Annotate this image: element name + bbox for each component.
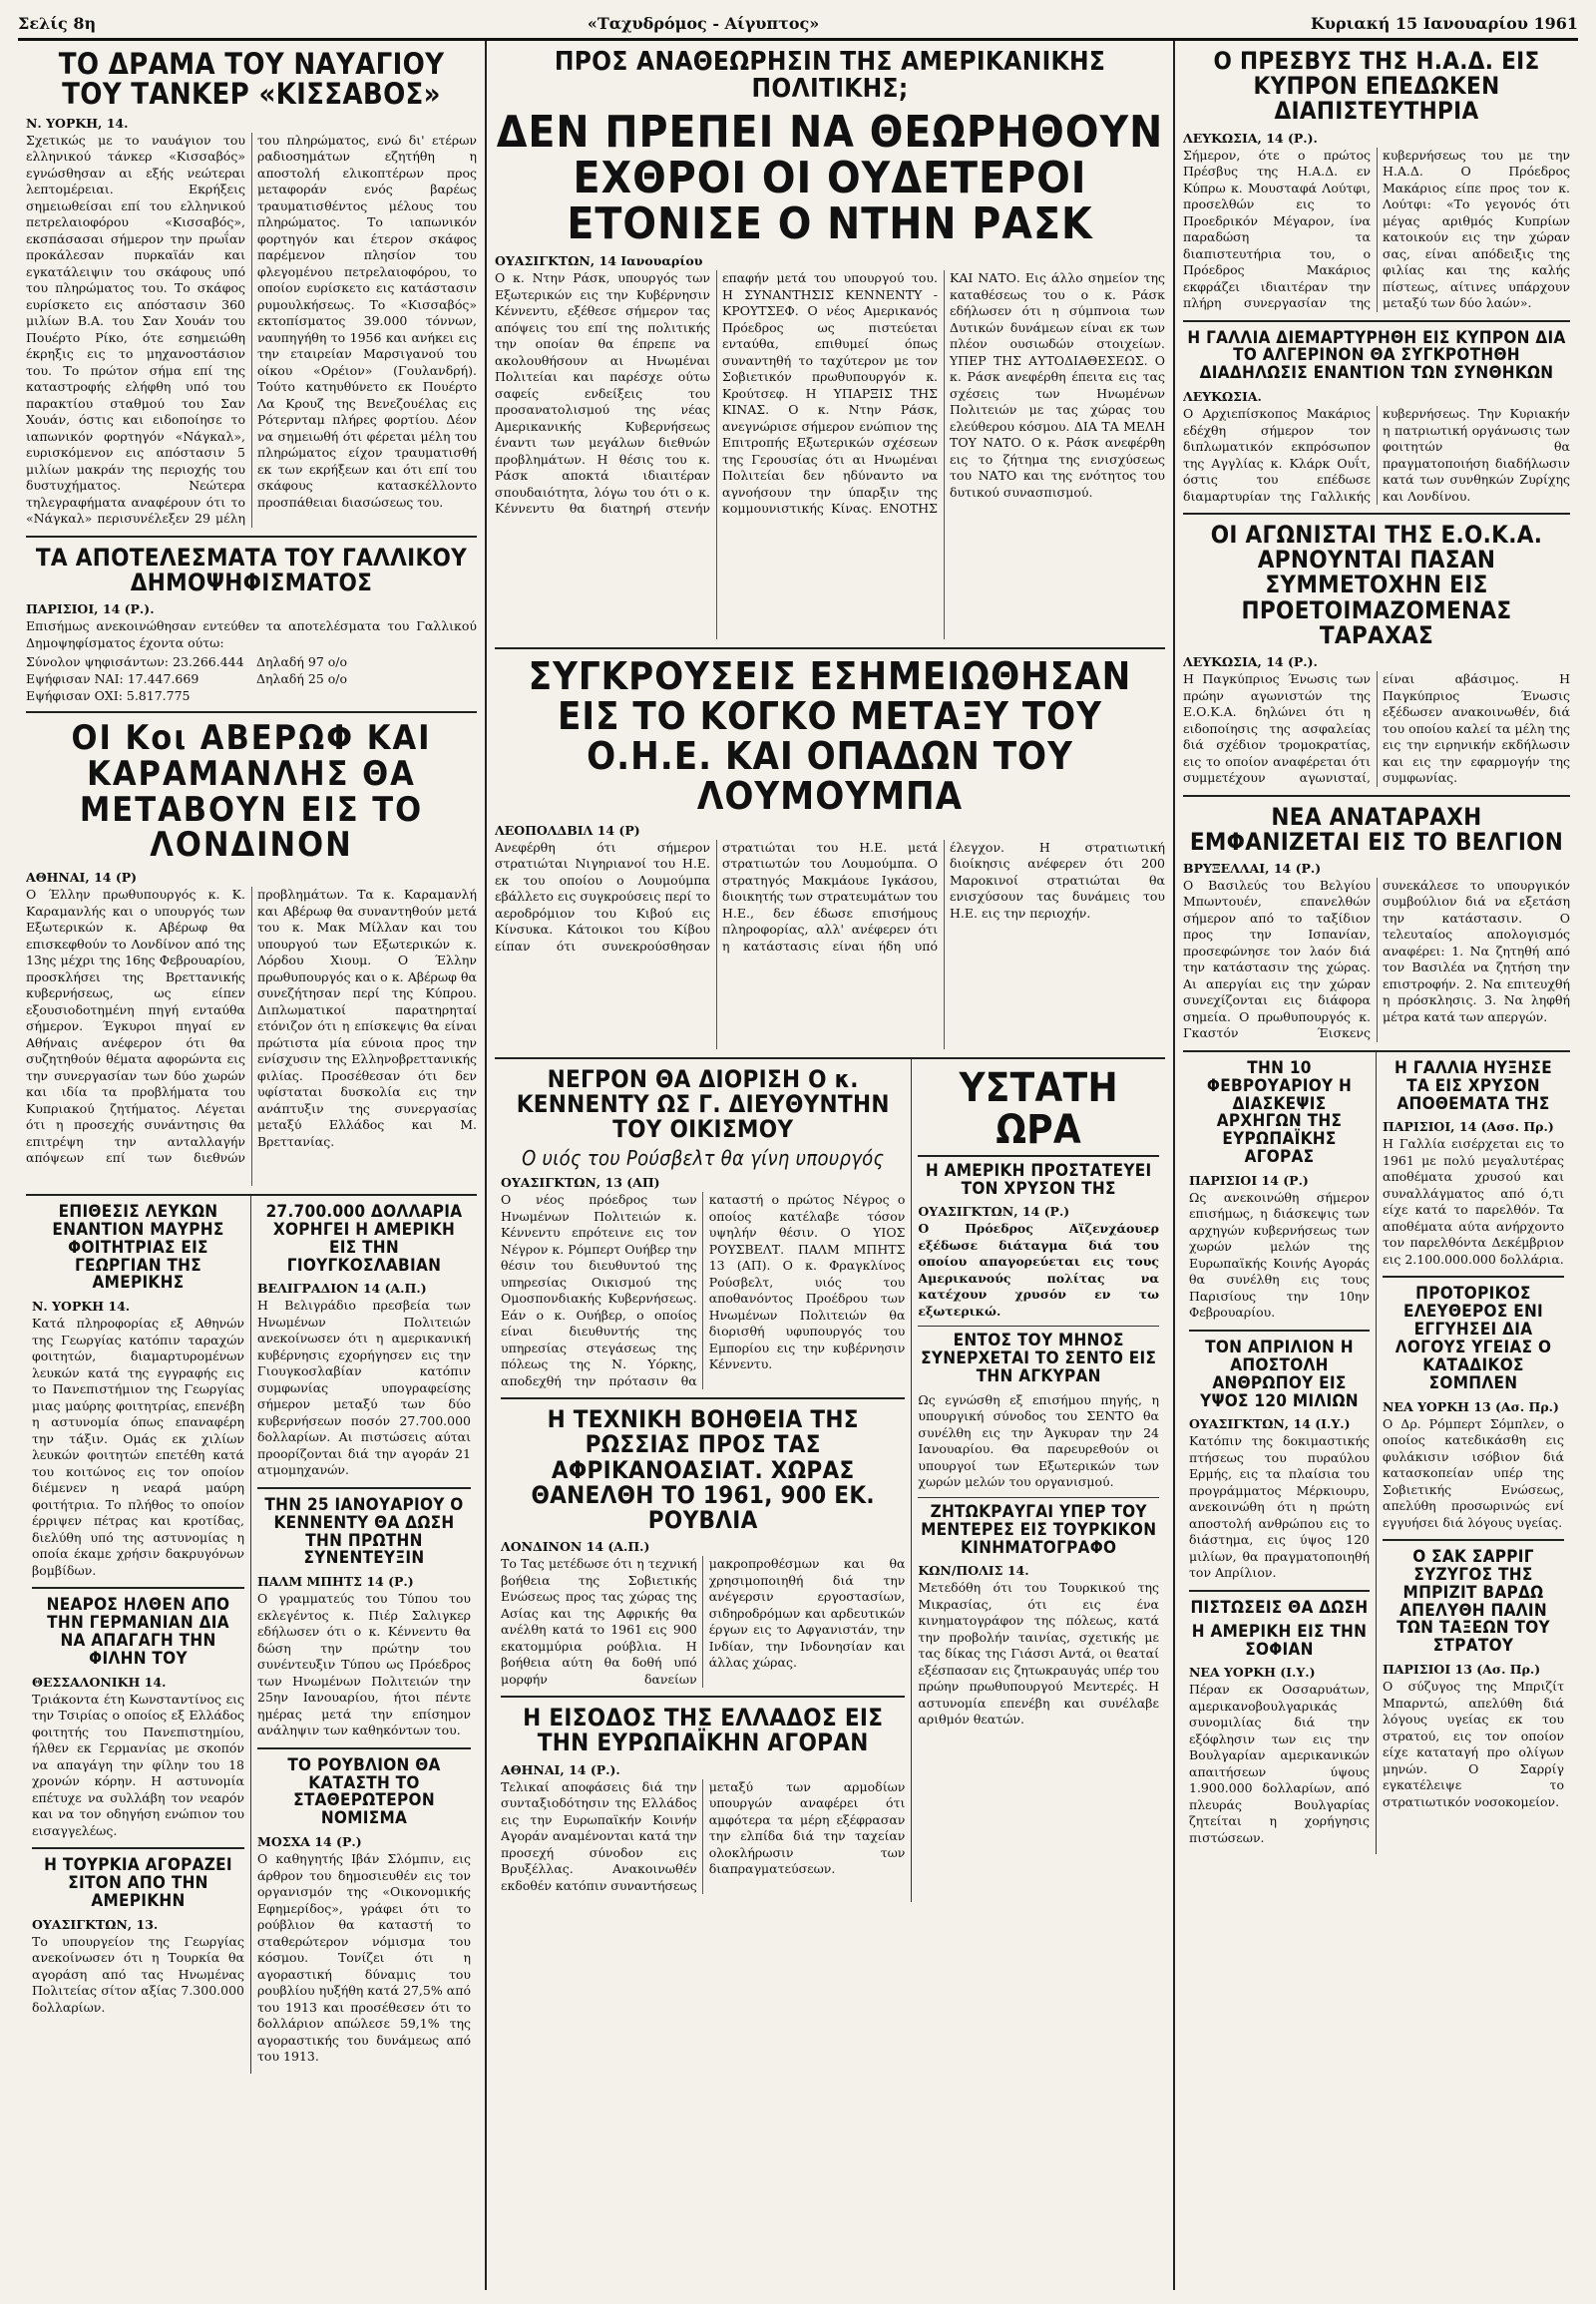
article-body: Κατόπιν της δοκιμαστικής πτήσεως του πυραύλου Ερμής, εις τα πλαίσια του προγράμματος Μέρκιουρυ, ανεκοινώθη ότι η πρώτη αποστολή ανθρώπου εις το διάστημα, εις ύψος 120 μιλίων, θα πραγματοποιηθή τον Απρίλιον. [1189,1433,1370,1581]
dateline: ΛΕΥΚΩΣΙΑ, 14 (Ρ.). [1183,130,1318,146]
article-young-man [32,1589,244,1849]
newspaper-name: «Ταχυδρόμος - Αίγυπτος» [587,13,820,33]
dateline: ΛΟΝΔΙΝΟΝ 14 (Α.Π.) [501,1539,650,1555]
article-soblen [1383,1278,1564,1541]
headline: ΤΑ ΑΠΟΤΕΛΕΣΜΑΤΑ ΤΟΥ ΓΑΛΛΙΚΟΥ ΔΗΜΟΨΗΦΙΣΜΑΤΟΣ [35,543,468,597]
subcolumn-right [251,1196,477,2074]
two-column-block [495,1059,1165,1902]
article-tanker [26,41,477,538]
result-no: Εψήφισαν ΟΧΙ: 5.817.775 [26,688,191,704]
article-body: Επισήμως ανεκοινώθησαν εντεύθεν τα αποτελέσματα του Γαλλικού Δημοψηφίσματος έχοντα ούτω: [26,618,477,650]
article-body: Ο σύζυγος της Μπριζίτ Μπαρντώ, απελύθη διά λόγους υγείας εκ του στρατού, εις τον οποίον είχε καταταγή προ ολίγων μηνών. Ο Σαρρίγ εγκατέλειψε το στρατιωτικόν νοσοκομείον. [1383,1679,1564,1809]
kicker: ΠΡΟΣ ΑΝΑΘΕΩΡΗΣΙΝ ΤΗΣ ΑΜΕΡΙΚΑΝΙΚΗΣ ΠΟΛΙΤΙΚΗΣ; [554,47,1106,105]
dateline: ΟΥΑΣΙΓΚΤΩΝ, 14 Ιανουαρίου [495,253,703,269]
headline: ΤΟ ΔΡΑΜΑ ΤΟΥ ΝΑΥΑΓΙΟΥ ΤΟΥ ΤΑΝΚΕΡ «ΚΙΣΣΑΒΟΣ» [58,47,445,112]
results-table [26,654,477,703]
divider [918,1497,1159,1498]
dateline: Ν. ΥΟΡΚΗ, 14. [26,115,129,131]
dateline: ΛΕΟΠΟΛΔΒΙΛ 14 (Ρ) [495,822,640,838]
headline: ΤΟΝ ΑΠΡΙΛΙΟΝ Η ΑΠΟΣΤΟΛΗ ΑΝΘΡΩΠΟΥ ΕΙΣ ΥΨΟΣ 120 ΜΙΛΙΩΝ [1200,1337,1359,1411]
article-body: Κατά πληροφορίας εξ Αθηνών της Γεωργίας κατόπιν ταραχών φοιτητών, διαμαρτυρομένων λευκών κατά της εγγραφής εις το Πανεπιστήμιον της Γεωργίας μιας μαύρης φοιτητρίας, επενέβη η αστυνομία όπως επαναφέρη την τάξιν. Ομάς εκ χιλίων λευκών φοιτητών επετέθη κατά του κοιτώνος εις τον οποίον διέμενεν η νεαρά μαύρη φοιτήτρια. Το πλήθος το οποίον έρριψεν πέτρας και κροτίδας, διελύθη υπό της αστυνομίας η οποία έκαμε χρήσιν δακρυγόνων βομβίδων. [32,1316,244,1578]
article-kennedy-press [257,1489,471,1749]
article-body: Ως εγνώσθη εξ επισήμου πηγής, η υπουργική σύνοδος του ΣΕΝΤΟ θα συνέλθη εις την Άγκυραν την 24 Ιανουαρίου. Θα παρευρεθούν οι υπουργοί των Εξωτερικών των χωρών μελών του οργανισμού. [918,1391,1159,1490]
dateline: ΟΥΑΣΙΓΚΤΩΝ, 13 (ΑΠ) [501,1175,660,1191]
issue-date: Κυριακή 15 Ιανουαρίου 1961 [1311,13,1578,33]
two-column-block [1183,1052,1570,1854]
dateline: ΛΕΥΚΩΣΙΑ. [1183,389,1262,405]
section-title: ΥΣΤΑΤΗ ΩΡΑ [918,1067,1159,1157]
article-body: Ο Έλλην πρωθυπουργός κ. Κ. Καραμανλής και ο υπουργός των Εξωτερικών κ. Αβέρωφ θα επισκεφθούν το Λονδίνον από της 13ης μέχρι της 16ης Φεβρουαρίου, προσκλήσει της Βρεττανικής κυβερνήσεως, ως είπεν εξουσιοδοτημένη πηγή ενταύθα σήμερον. Έγκυροι πηγαί εν Αθήναις ανέφερον ότι θα συζητηθούν θέματα αφορώντα εις την συνεργασίαν των δύο χωρών και ιδία τα προβλήματα του Κυπριακού ζητήματος. Λέγεται ότι η προσεχής συνάντησις θα επιτρέψη την ανταλλαγήν απόψεων επί των διεθνών προβλημάτων. Τα κ. Καραμανλή και Αβέρωφ θα συναντηθούν μετά του κ. Μακ Μίλλαν και του υπουργού των Εξωτερικών κ. Λόρδου Χιουμ. Ο Έλλην πρωθυπουργός και ο κ. Αβέρωφ θα συνεζήτησαν περί της Κύπρου. Διπλωματικοί παρατηρηταί ετόνιζον ότι η επίσκεψις θα είναι πρώτιστα μία εύνοια προς την ενίσχυσιν της Ελληνοβρεττανικής φιλίας. Προσέθεσαν ότι δεν υφίσταται δυσκολία εις την ανάπτυξιν της συνεργασίας μεταξύ Ελλάδος και Μ. Βρεττανίας. [26,887,477,1165]
article-france-protest [1183,322,1570,516]
dateline: ΝΕΑ ΥΟΡΚΗ 13 (Ασ. Πρ.) [1383,1398,1559,1414]
headline: ΟΙ ΑΓΩΝΙΣΤΑΙ ΤΗΣ Ε.Ο.Κ.Α. ΑΡΝΟΥΝΤΑΙ ΠΑΣΑΝ ΣΥΜΜΕΤΟΧΗΝ ΕΙΣ ΠΡΟΕΤΟΙΜΑΖΟΜΕΝΑΣ ΤΑΡΑΧΑΣ [1210,521,1543,649]
columns [18,41,1578,2290]
result-total: Σύνολον ψηφισάντων: 23.266.444 [26,654,244,670]
article-body: Η Βελιγράδιο πρεσβεία των Ηνωμένων Πολιτειών ανεκοίνωσεν ότι η αμερικανική κυβέρνησις εχορήγησεν εις την Γιουγκοσλαβίαν κατόπιν συμφωνίας υπογραφείσης σήμερον μεταξύ των δύο κυβερνήσεων ποσόν 27.700.000 δολλαρίων. Αι πιστώσεις αύται προορίζονται διά την αγοράν 21 ατμομηχανών. [257,1298,471,1478]
headline: Η ΓΑΛΛΙΑ ΔΙΕΜΑΡΤΥΡΗΘΗ ΕΙΣ ΚΥΠΡΟΝ ΔΙΑ ΤΟ ΑΛΓΕΡΙΝΟΝ ΘΑ ΣΥΓΚΡΟΤΗΘΗ ΔΙΑΔΗΛΩΣΙΣ ΕΝΑΝΤΙΟΝ ΤΩΝ ΣΥΝΘΗΚΩΝ [1187,327,1566,384]
kicker: ΠΙΣΤΩΣΕΙΣ ΘΑ ΔΩΣΗ [1190,1597,1369,1618]
dateline: ΟΥΑΣΙΓΚΤΩΝ, 14 (Ι.Υ.) [1189,1416,1351,1432]
headline: ΝΕΑΡΟΣ ΗΛΘΕΝ ΑΠΟ ΤΗΝ ΓΕΡΜΑΝΙΑΝ ΔΙΑ ΝΑ ΑΠΑΓΑΓΗ ΤΗΝ ΦΙΛΗΝ ΤΟΥ [46,1595,230,1669]
article-body: Μετεδόθη ότι του Τουρκικού της Μικρασίας, ότι εις ένα κινηματογράφον της πόλεως, κατά την προβολήν ταινίας, σχετικής με τας δίκας της Γιάσσι Αντά, οι θεαταί εξέσπασαν εις ζητωκραυγάς υπέρ του πρώην πρωθυπουργού Μεντερές. Η αστυνομία επενέβη και συνέλαβε αριθμόν θεατών. [918,1580,1159,1728]
article-eoka [1183,515,1570,796]
article-negro-appointment [501,1059,905,1400]
article-body: Ως ανεκοινώθη σήμερον επισήμως, η διάσκεψις των αρχηγών κυβερνήσεως των χωρών μελών της Ευρωπαϊκής Κοινής Αγοράς θα συνέλθη εις τους Παρισίους την 10ην Φεβρουαρίου. [1189,1189,1370,1321]
article-body: Ο Πρόεδρος Αϊζενχάουερ εξέδωσε διάταγμα διά του οποίου απαγορεύεται εις τους Αμερικανούς πολίτας να κατέχουν χρυσόν εν τω εξωτερικώ. [918,1221,1159,1319]
subheadline: Ο υιός του Ρούσβελτ θα γίνη υπουργός [522,1146,885,1171]
article-belgium [1183,797,1570,1052]
article-space-mission [1189,1332,1370,1592]
dateline: ΠΑΡΙΣΙΟΙ, 14 (Ρ.). [26,601,155,617]
subcolumn-left [26,1196,251,2074]
article-european-summit [1189,1052,1370,1332]
headline: Η ΕΙΣΟΔΟΣ ΤΗΣ ΕΛΛΑΔΟΣ ΕΙΣ ΤΗΝ ΕΥΡΩΠΑΪΚΗΝ ΑΓΟΡΑΝ [523,1704,884,1757]
subcolumn-right [1377,1052,1570,1854]
article-body: Ο κ. Ντην Ράσκ, υπουργός των Εξωτερικών εις την Κυβέρνησιν Κέννεντυ, εξέθεσε σήμερον τας απόψεις του επί της πολιτικής την οποίαν θα έπρεπε να ακολουθήσουν αι Ηνωμέναι Πολιτείαι και παρέσχε ούτω σαφείς ενδείξεις του προσανατολισμού της νέας Αμερικανικής Κυβερνήσεως έναντι των μεγάλων διεθνών προβλημάτων. Η θέσις του κ. Ράσκ αποκτά ιδιαιτέραν σπουδαιότητα, λόγω του ότι ο κ. Κέννεντυ θα διατηρή στενήν επαφήν μετά του υπουργού του. Η ΣΥΝΑΝΤΗΣΙΣ ΚΕΝΝΕΝΤΥ - ΚΡΟΥΤΣΕΦ. Ο νέος Αμερικανός Πρόεδρος ως πιστεύεται ενταύθα, επιθυμεί όπως συναντηθή το ταχύτερον με τον Σοβιετικόν πρωθυπουργόν κ. Κρούτσεφ. Η ΥΠΑΡΞΙΣ ΤΗΣ ΚΙΝΑΣ. Ο κ. Ντην Ράσκ, ανεγνώρισε σήμερον ενώπιον της Επιτροπής Εξωτερικών σχέσεων της Γερουσίας ότι αι Ηνωμέναι Πολιτείαι δεν ηδύναντο να αγνοήσουν την ύπαρξιν της κομμουνιστικής Κίνας. ΕΝΟΤΗΣ ΚΑΙ ΝΑΤΟ. Εις άλλο σημείον της καταθέσεως του ο κ. Ράσκ εδήλωσεν ότι η σύμπνοια των Δυτικών δυνάμεων είναι εκ των πλέον ουσιωδών στοιχείων. ΥΠΕΡ ΤΗΣ ΑΥΤΟΔΙΑΘΕΣΕΩΣ. Ο κ. Ράσκ ανεφέρθη έπειτα εις τας σχέσεις των Ηνωμένων Πολιτειών με τας χώρας του ελεύθερου κόσμου. ΔΙΑ ΤΑ ΜΕΛΗ ΤΟΥ ΝΑΤΟ. Ο κ. Ράσκ ανεφέρθη εις το ζήτημα της ενισχύσεως του ΝΑΤΟ και της ενότητος του δυτικού συνασπισμού. [495,270,1165,517]
article-body: Η Γαλλία εισέρχεται εις το 1961 με πολύ μεγαλυτέρας αποθέματα χρυσού και συναλλάγματος από ό,τι είχε κατά το παρελθόν. Τα αποθέματα αύτα ανήρχοντο τον παρελθόντα Δεκέμβριον εις 2.100.000.000 δολλάρια. [1383,1136,1564,1267]
subcolumn-left [495,1059,912,1902]
article-body: Το υπουργείον της Γεωργίας ανεκοίνωσεν ότι η Τουρκία θα αγοράση από τας Ηνωμένας Πολιτείας σίτον αξίας 7.300.000 δολλαρίων. [32,1933,244,2015]
article-georgia [32,1196,244,1589]
article-body: Η Παγκύπριος Ένωσις των πρώην αγωνιστών της Ε.Ο.Κ.Α. δηλώνει ότι η ειδοποίησις της ασφαλείας διά σχέδιον τρομοκρατίας, εις το οποίον αναφέρεται ότι συμμετέχουν αγωνισταί, είναι αβάσιμος. Η Παγκύπριος Ένωσις εξέδωσεν ανακοινωθέν, διά του οποίου καλεί τα μέλη της εις την ειρηνικήν εκδήλωσιν και εις την εφαρμογήν της συμφωνίας. [1183,671,1570,786]
headline: Η ΑΜΕΡΙΚΗ ΕΙΣ ΤΗΝ ΣΟΦΙΑΝ [1191,1621,1368,1660]
article-referendum [26,538,477,713]
dateline: ΛΕΥΚΩΣΙΑ, 14 (Ρ.). [1183,654,1318,670]
subcolumn-left [1183,1052,1377,1854]
headline: ΤΗΝ 10 ΦΕΒΡΟΥΑΡΙΟΥ Η ΔΙΑΣΚΕΨΙΣ ΑΡΧΗΓΩΝ ΤΗΣ ΕΥΡΩΠΑΪΚΗΣ ΑΓΟΡΑΣ [1206,1057,1353,1168]
divider [918,1326,1159,1327]
article-greece-market [501,1698,905,1902]
section-latest-news [918,1059,1159,1736]
article-body: Σχετικώς με το ναυάγιον του ελληνικού τάνκερ «Κισσαβός» εγνώσθησαν αι εξής νεώτεραι λεπτομέρειαι. Εκρήξεις σημειωθείσαι επί του ελληνικού πετρελαιοφόρου «Κισσαβός», εκσπάσασαι σήμερον την πρωΐαν προκάλεσαν πυρκαϊάν και εγκατάλειψιν του σκάφους υπό του πληρώματος του. Το σκάφος ευρίσκετο εις απόστασιν 360 μιλίων Β.Α. του Σαν Χουάν του Πουέρτο Ρίκο, ότε εσημειώθη έκρηξις εις το μηχανοστάσιον του. Το πρώτον σήμα επί της καταστροφής ελήφθη υπό του παρακτίου σταθμού του Σαν Χουάν, όστις και ειδοποίησε το ιαπωνικόν φορτηγόν «Νάγκαλ», ευρισκόμενον εις απόστασιν 5 μιλίων μακράν της περιοχής του δυστυχήματος. Νεώτερα τηλεγραφήματα αναφέρουν ότι το «Νάγκαλ» περισυνέλεξεν 29 μέλη του πληρώματος, ενώ δι' ετέρων ραδιοσημάτων εζητήθη η αποστολή ελικοπτέρων προς μεταφοράν ενός βαρέως τραυματισθέντος μέλους του πληρώματος. Το ιαπωνικόν φορτηγόν και έτερον σκάφος παρέμενον πλησίον του φλεγομένου πετρελαιοφόρου, το οποίον ευρίσκετο εις κατάστασιν ρυμουλκήσεως. Το «Κισσαβός» εκτοπίσματος 39.000 τόννων, ναυπηγήθη το 1956 και ανήκει εις την εταιρείαν Μαρσιγανού του οίκου «Ορέιον» (Γουλανδρή). Τούτο κατηυθύνετο εκ Πουέρτο Λα Κρουζ της Βενεζουέλας εις Ρότερνταμ πλήρες φορτίου. Δέον να σημειωθή ότι φέρεται μέλη του πληρώματος είχον τραυματισθή εκ των εκρήξεων και ότι επί του σκάφους κατασκέλλοντο προσπάθειαι διασώσεως του. [26,132,477,527]
column-right [1175,41,1578,2290]
article-body: Ο γραμματεύς του Τύπου του εκλεγέντος κ. Πιέρ Σαλιγκερ εδήλωσεν ότι ο κ. Κέννεντυ θα δώση την πρώτην του συνέντευξιν Τύπου ως Πρόεδρος των Ηνωμένων Πολιτειών την 25ην Ιανουαρίου, ήτοι πέντε ημέρας μετά την επίσημον ανάληψιν των καθηκόντων του. [257,1591,471,1738]
masthead [18,12,1578,41]
article-body: Τριάκοντα έτη Κωνσταντίνος εις την Τσιρίας ο οποίος εξ Ελλάδος φοιτητής του Πανεπιστημίου, ήλθεν εκ Γερμανίας με σκοπόν να απαγάγη την φίλην του 18 χρονών κόρην. Η αστυνομία επέτυχε να συλλάβη τον νεαρόν και να τον οδηγήση ενώπιον του εισαγγελέως. [32,1691,244,1838]
article-body: Ο Δρ. Ρόμπερτ Σόμπλεν, ο οποίος κατεδικάσθη εις φυλάκισιν ισόβιον διά κατασκοπείαν υπέρ της Σοβιετικής Ενώσεως, απελύθη προσωρινώς ενί εγγυήσει διά λόγους υγείας. [1383,1415,1564,1530]
headline: Ο ΣΑΚ ΣΑΡΡΙΓ ΣΥΖΥΓΟΣ ΤΗΣ ΜΠΡΙΖΙΤ ΒΑΡΔΩ ΑΠΕΛΥΘΗ ΠΑΛΙΝ ΤΩΝ ΤΑΞΕΩΝ ΤΟΥ ΣΤΡΑΤΟΥ [1396,1547,1550,1657]
headline: ΠΡΟΤΟΡΙΚΟΣ ΕΛΕΥΘΕΡΟΣ ΕΝΙ ΕΓΓΥΗΣΕΙ ΔΙΑ ΛΟΓΟΥΣ ΥΓΕΙΑΣ Ο ΚΑΤΑΔΙΚΟΣ ΣΟΜΠΛΕΝ [1395,1284,1552,1393]
dateline: ΠΑΡΙΣΙΟΙ 14 (Ρ.) [1189,1172,1309,1188]
article-body: Πέραν εκ Οσσαρυάτων, αμερικανοβουλγαρικάς συνομιλίας διά την εξόφλησιν των εις την Βουλγαρίαν αμερικανικών απαιτήσεων ύψους 1.900.000 δολλαρίων, από πλευράς Βουλγαρίας ζητείται η χορήγησις πιστώσεων. [1189,1682,1370,1845]
dateline: ΜΟΣΧΑ 14 (Ρ.) [257,1834,362,1850]
headline: Η ΤΟΥΡΚΙΑ ΑΓΟΡΑΖΕΙ ΣΙΤΟΝ ΑΠΟ ΤΗΝ ΑΜΕΡΙΚΗΝ [44,1855,232,1911]
headline: ΤΟ ΡΟΥΒΛΙΟΝ ΘΑ ΚΑΤΑΣΤΗ ΤΟ ΣΤΑΘΕΡΩΤΕΡΟΝ ΝΟΜΙΣΜΑ [287,1754,441,1829]
column-center [487,41,1175,2290]
article-body: Σήμερον, ότε ο πρώτος Πρέσβυς της Η.Α.Δ. εν Κύπρω κ. Μουσταφά Λούτφι, προσελθών εις το Προεδρικόν Μέγαρον, ίνα παραδώση τα διαπιστευτήρια του, ο Πρόεδρος Μακάριος εκφράζει ιδιαιτέραν την πλήρη συνεργασίαν της κυβερνήσεως του με την Η.Α.Δ. Ο Πρόεδρος Μακάριος είπε προς τον κ. Λούτφι: «Το γεγονός ότι μέγας αριθμός Κυπρίων κατοικούν εις την χώραν σας, είναι απόδειξις της φιλίας και της καλής πίστεως, αίτινες υπάρχουν μεταξύ των δύο λαών». [1183,147,1570,311]
dateline: ΚΩΝ/ΠΟΛΙΣ 14. [918,1563,1029,1579]
headline: ΖΗΤΩΚΡΑΥΓΑΙ ΥΠΕΡ ΤΟΥ ΜΕΝΤΕΡΕΣ ΕΙΣ ΤΟΥΡΚΙΚΟΝ ΚΙΝΗΜΑΤΟΓΡΑΦΟ [921,1501,1157,1558]
headline: Ο ΠΡΕΣΒΥΣ ΤΗΣ Η.Α.Δ. ΕΙΣ ΚΥΠΡΟΝ ΕΠΕΔΩΚΕΝ ΔΙΑΠΙΣΤΕΥΤΗΡΙΑ [1213,47,1540,126]
article-body: Ο Βασιλεύς του Βελγίου Μπωντουέν, επανελθών σήμερον από το ταξίδιον προς την Ισπανίαν, προσεφώνησε τον λαόν διά την κατάστασιν της χώρας. Αι απεργίαι εις την χώραν συνεχίζονται εις διάφορα σημεία. Ο πρωθυπουργός κ. Γκαστόν Έισκενς συνεκάλεσε το υπουργικόν συμβούλιον διά να εξετάση την κατάστασιν. Ο τελευταίος απολογισμός αναφέρει: 1. Να ζητηθή από τον Βασιλέα να ζητήση την επιστροφήν. 2. Να επιτευχθή η πρόσκλησις. 3. Να ληφθή μέτρα κατά των απεργών. [1183,877,1570,1041]
dateline: ΑΘΗΝΑΙ, 14 (Ρ) [26,870,138,885]
article-uar-ambassador [1183,41,1570,322]
article-turkey-wheat [32,1849,244,2024]
article-russia-aid [501,1399,905,1698]
headline: Η ΤΕΧΝΙΚΗ ΒΟΗΘΕΙΑ ΤΗΣ ΡΩΣΣΙΑΣ ΠΡΟΣ ΤΑΣ ΑΦΡΙΚΑΝΟΑΣΙΑΤ. ΧΩΡΑΣ ΘΑΝΕΛΘΗ ΤΟ 1961, 900 ΕΚ. ΡΟΥΒΛΙΑ [531,1405,875,1535]
dateline: ΟΥΑΣΙΓΚΤΩΝ, 13. [32,1916,159,1932]
page-number: Σελίς 8η [18,13,97,33]
headline: ΕΝΤΟΣ ΤΟΥ ΜΗΝΟΣ ΣΥΝΕΡΧΕΤΑΙ ΤΟ ΣΕΝΤΟ ΕΙΣ ΤΗΝ ΑΓΚΥΡΑΝ [921,1331,1157,1387]
article-body: Ανεφέρθη ότι σήμερον στρατιώται Νιγηριανοί του Η.Ε. εκ του οποίου ο Λουμούμπα εβάλλετο εις συγκρούσεις περί το αεροδρόμιον του Κιβού εις Κίνσυκα. Κάτοικοι του Κίβου είπαν ότι συνεκρούσθησαν στρατιώται του Η.Ε. μετά στρατιωτών του Λουμούμπα. Ο στρατηγός Μακμάουε Ιγκάσου, διοικητής των στρατευμάτων του Η.Ε., δεν έδωσε επισήμους πληροφορίας, αλλ' ανέφερεν ότι η κατάστασις είναι ήδη υπό έλεγχον. Η στρατιωτική διοίκησις ανέφερεν ότι 200 Μαροκινοί στρατιώται θα ενισχύσουν τας δυνάμεις του Η.Ε. εις την περιοχήν. [495,839,1165,954]
headline: ΔΕΝ ΠΡΕΠΕΙ ΝΑ ΘΕΩΡΗΘΟΥΝ ΕΧΘΡΟΙ ΟΙ ΟΥΔΕΤΕΡΟΙ ΕΤΟΝΙΣΕ Ο ΝΤΗΝ ΡΑΣΚ [496,106,1164,249]
article-body: Ο νέος πρόεδρος των Ηνωμένων Πολιτειών κ. Κέννεντυ επρότεινε εις τον Νέγρον κ. Ρόμπερτ Ουήβερ την θέσιν του διευθυντού της υπηρεσίας Οικισμού της Ομοσπονδιακής Κυβερνήσεως. Εάν ο κ. Ουήβερ, ο οποίος είναι διευθυντής της υπηρεσίας στεγάσεως της πόλεως της Ν. Υόρκης, αποδεχθή την πρότασιν θα καταστή ο πρώτος Νέγρος ο οποίος κατέλαβε τόσον υψηλήν θέσιν. Ο ΥΙΟΣ ΡΟΥΣΒΕΛΤ. ΠΑΛΜ ΜΠΗΤΣ 13 (ΑΠ). Ο κ. Φραγκλίνος Ρούσβελτ, υιός του αποθανόντος Προέδρου των Ηνωμένων Πολιτειών θα διορισθή υφυπουργός του Εμπορίου εις την κυβέρνησιν Κέννεντυ. [501,1192,906,1388]
article-body: Ο Αρχιεπίσκοπος Μακάριος εδέχθη σήμερον τον διπλωματικόν εκπρόσωπον της Αγγλίας κ. Κλάρκ Ουΐτ, όστις του επέδωσε διαμαρτυρίαν της Γαλλικής κυβερνήσεως. Την Κυριακήν η πατριωτική οργάνωσις των φοιτητών θα πραγματοποιήση διαδήλωσιν κατά των συνθηκών Ζυρίχης και Λονδίνου. [1183,406,1570,504]
article-charrier [1383,1541,1564,1818]
headline: ΤΗΝ 25 ΙΑΝΟΥΑΡΙΟΥ Ο ΚΕΝΝΕΝΤΥ ΘΑ ΔΩΣΗ ΤΗΝ ΠΡΩΤΗΝ ΣΥΝΕΝΤΕΥΞΙΝ [264,1494,464,1569]
dateline: ΒΡΥΞΕΛΛΑΙ, 14 (Ρ.) [1183,860,1322,876]
headline: Η ΑΜΕΡΙΚΗ ΠΡΟΣΤΑΤΕΥΕΙ ΤΟΝ ΧΡΥΣΟΝ ΤΗΣ [925,1160,1152,1199]
article-yugoslavia [257,1196,471,1489]
headline: ΝΕΓΡΟΝ ΘΑ ΔΙΟΡΙΣΗ Ο κ. ΚΕΝΝΕΝΤΥ ΩΣ Γ. ΔΙΕΥΘΥΝΤΗΝ ΤΟΥ ΟΙΚΙΣΜΟΥ [516,1064,890,1144]
column-left [18,41,487,2290]
headline: ΣΥΓΚΡΟΥΣΕΙΣ ΕΣΗΜΕΙΩΘΗΣΑΝ ΕΙΣ ΤΟ ΚΟΓΚΟ ΜΕΤΑΞΥ ΤΟΥ Ο.Η.Ε. ΚΑΙ ΟΠΑΔΩΝ ΤΟΥ ΛΟΥΜΟΥΜΠΑ [528,654,1132,818]
dateline: ΘΕΣΣΑΛΟΝΙΚΗ 14. [32,1674,167,1690]
dateline: ΠΑΡΙΣΙΟΙ 13 (Ασ. Πρ.) [1383,1662,1541,1678]
dateline: ΟΥΑΣΙΓΚΤΩΝ, 14 (Ρ.) [918,1204,1070,1220]
dateline: Ν. ΥΟΡΚΗ 14. [32,1299,131,1315]
article-averoff [26,713,477,1196]
subcolumn-right [912,1059,1165,1902]
article-lead-rusk [495,41,1165,649]
dateline: ΝΕΑ ΥΟΡΚΗ (Ι.Υ.) [1189,1665,1316,1681]
dateline: ΠΑΛΜ ΜΠΗΤΣ 14 (Ρ.) [257,1574,414,1590]
two-column-block [26,1196,477,2074]
dateline: ΠΑΡΙΣΙΟΙ, 14 (Ασσ. Πρ.) [1383,1119,1554,1135]
headline: Η ΓΑΛΛΙΑ ΗΥΞΗΣΕ ΤΑ ΕΙΣ ΧΡΥΣΟΝ ΑΠΟΘΕΜΑΤΑ ΤΗΣ [1395,1057,1552,1114]
headline: 27.700.000 ΔΟΛΛΑΡΙΑ ΧΟΡΗΓΕΙ Η ΑΜΕΡΙΚΗ ΕΙΣ ΤΗΝ ΓΙΟΥΓΚΟΣΛΑΒΙΑΝ [265,1202,463,1276]
article-ruble [257,1749,471,2074]
result-pct-no: Δηλαδή 25 ο/ο [256,671,348,687]
headline: ΝΕΑ ΑΝΑΤΑΡΑΧΗ ΕΜΦΑΝΙΖΕΤΑΙ ΕΙΣ ΤΟ ΒΕΛΓΙΟΝ [1189,802,1564,856]
article-sofia [1189,1592,1370,1855]
article-congo [495,649,1165,1059]
article-body: Ο καθηγητής Ιβάν Σλόμπιν, εις άρθρον του δημοσιευθέν εις τον οργανισμόν της «Οικονομικής Εφημερίδος», γράφει ότι το ρούβλιον θα καταστή το σταθερώτερον νόμισμα του κόσμου. Τονίζει ότι η αγοραστική δύναμις του ρουβλίου ηυξήθη κατά 27,5% από του 1913 και προσέθεσεν ότι το δολλάριον απώλεσε 59,1% της αγοραστικής του δυνάμεως από του 1913. [257,1851,471,2065]
headline: ΕΠΙΘΕΣΙΣ ΛΕΥΚΩΝ ΕΝΑΝΤΙΟΝ ΜΑΥΡΗΣ ΦΟΙΤΗΤΡΙΑΣ ΕΙΣ ΓΕΩΡΓΙΑΝ ΤΗΣ ΑΜΕΡΙΚΗΣ [52,1202,224,1294]
article-france-gold [1383,1052,1564,1279]
headline: ΟΙ Κοι ΑΒΕΡΩΦ ΚΑΙ ΚΑΡΑΜΑΝΛΗΣ ΘΑ ΜΕΤΑΒΟΥΝ ΕΙΣ ΤΟ ΛΟΝΔΙΝΟΝ [71,718,432,866]
result-pct-yes: Δηλαδή 97 ο/ο [256,654,348,670]
result-yes: Εψήφισαν ΝΑΙ: 17.447.669 [26,671,200,687]
dateline: ΑΘΗΝΑΙ, 14 (Ρ.). [501,1761,620,1777]
dateline: ΒΕΛΙΓΡΑΔΙΟΝ 14 (Α.Π.) [257,1281,427,1297]
article-body: Τελικαί αποφάσεις διά την συνταξιοδότησιν της Ελλάδος εις την Ευρωπαϊκήν Κοινήν Αγοράν αναμένονται κατά την προσεχή σύνοδον εις Βρυξέλλας. Ανακοινωθέν εκδοθέν κατόπιν συναντήσεως μεταξύ των αρμοδίων υπουργών αναφέρει ότι αμφότερα τα μέρη εξέφρασαν την ελπίδα διά την ταχείαν ολοκλήρωσιν των διαπραγματεύσεων. [501,1778,906,1893]
article-body: Το Τας μετέδωσε ότι η τεχνική βοήθεια της Σοβιετικής Ενώσεως προς τας χώρας της Ασίας και της Αφρικής θα ανέλθη κατά το 1961 εις 900 εκατομμύρια ρούβλια. Η βοήθεια αύτη θα δοθή υπό μορφήν δανείων μακροπροθέσμων και θα χρησιμοποιηθή διά την ανέγερσιν εργοστασίων, σιδηροδρόμων και αρδευτικών έργων εις το Αφγανιστάν, την Ινδίαν, την Ινδονησίαν και άλλας χώρας. [501,1556,906,1687]
